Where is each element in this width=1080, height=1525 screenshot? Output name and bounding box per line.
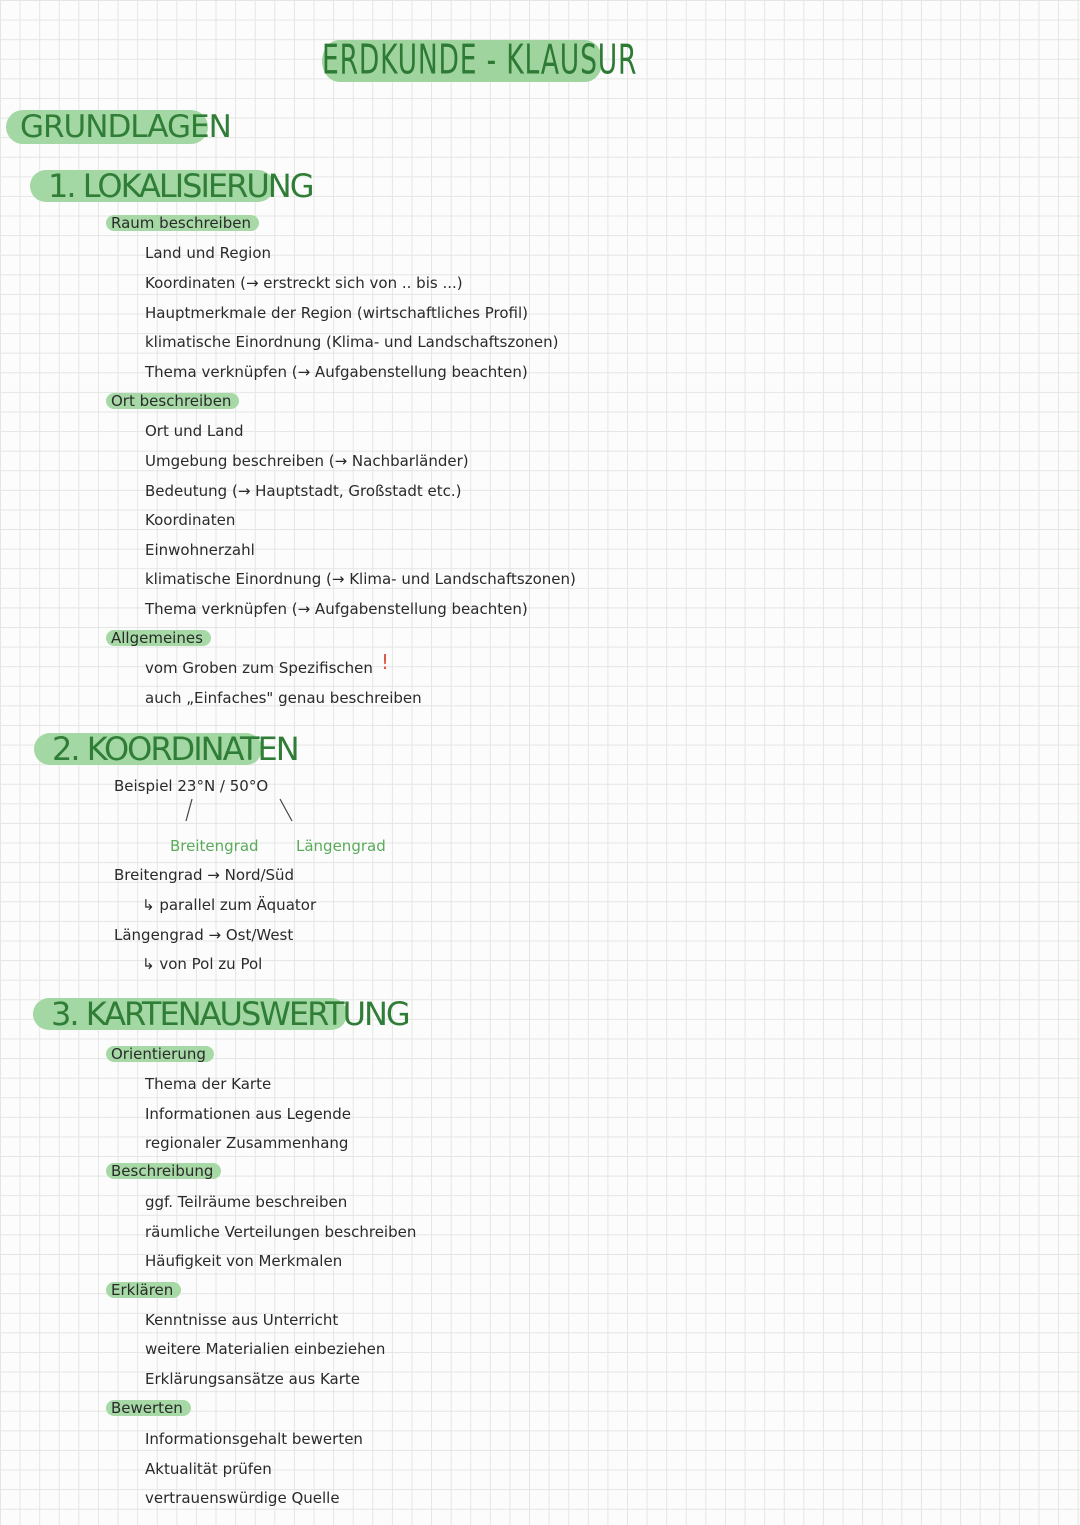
list-item: klimatische Einordnung (→ Klima- und Landschaftszonen) xyxy=(145,570,576,588)
list-item: vertrauenswürdige Quelle xyxy=(145,1489,340,1507)
section-kartenauswertung-heading: 3. KARTENAUSWERTUNG xyxy=(33,998,347,1030)
page-title: ERDKUNDE - KLAUSUR xyxy=(322,36,638,84)
connector-line-laengengrad xyxy=(280,799,292,821)
list-item: Bedeutung (→ Hauptstadt, Großstadt etc.) xyxy=(145,482,462,500)
subheading-erklaeren: Erklären xyxy=(106,1282,181,1298)
list-item: klimatische Einordnung (Klima- und Landschaftszonen) xyxy=(145,333,559,351)
list-item: Einwohnerzahl xyxy=(145,541,255,559)
subheading-raum-beschreiben: Raum beschreiben xyxy=(106,215,259,231)
section-koordinaten-heading: 2. KOORDINATEN xyxy=(34,733,262,765)
grundlagen-heading: GRUNDLAGEN xyxy=(6,110,208,144)
note-line: Breitengrad → Nord/Süd xyxy=(114,866,295,884)
section-lokalisierung-heading: 1. LOKALISIERUNG xyxy=(30,170,274,202)
note-line: Längengrad → Ost/West xyxy=(114,926,294,944)
note-line: ↳ parallel zum Äquator xyxy=(142,896,317,914)
subheading-orientierung: Orientierung xyxy=(106,1046,214,1062)
note-line: ↳ von Pol zu Pol xyxy=(142,955,263,973)
list-item: Thema verknüpfen (→ Aufgabenstellung beachten) xyxy=(145,363,528,381)
connector-line-breitengrad xyxy=(186,799,192,821)
list-item: Hauptmerkmale der Region (wirtschaftliches Profil) xyxy=(145,304,529,322)
list-item: räumliche Verteilungen beschreiben xyxy=(145,1223,417,1241)
list-item: Ort und Land xyxy=(145,422,244,440)
list-item: Thema verknüpfen (→ Aufgabenstellung beachten) xyxy=(145,600,528,618)
subheading-beschreibung: Beschreibung xyxy=(106,1163,221,1179)
list-item: weitere Materialien einbeziehen xyxy=(145,1340,386,1358)
coordinate-example: Beispiel 23°N / 50°O xyxy=(114,777,269,795)
list-item: Koordinaten xyxy=(145,511,236,529)
warning-icon: ! xyxy=(381,650,390,674)
label-laengengrad: Längengrad xyxy=(296,837,386,855)
list-item: Umgebung beschreiben (→ Nachbarländer) xyxy=(145,452,469,470)
list-item: Informationen aus Legende xyxy=(145,1105,351,1123)
subheading-allgemeines: Allgemeines xyxy=(106,630,211,646)
list-item: Kenntnisse aus Unterricht xyxy=(145,1311,339,1329)
list-item: Erklärungsansätze aus Karte xyxy=(145,1370,360,1388)
list-item: ggf. Teilräume beschreiben xyxy=(145,1193,348,1211)
list-item: Koordinaten (→ erstreckt sich von .. bis ...) xyxy=(145,274,463,292)
list-item: Häufigkeit von Merkmalen xyxy=(145,1252,343,1270)
subheading-ort-beschreiben: Ort beschreiben xyxy=(106,393,239,409)
list-item: auch „Einfaches" genau beschreiben xyxy=(145,689,422,707)
subheading-bewerten: Bewerten xyxy=(106,1400,191,1416)
list-item: Land und Region xyxy=(145,244,271,262)
list-item: Informationsgehalt bewerten xyxy=(145,1430,363,1448)
list-item: Aktualität prüfen xyxy=(145,1460,272,1478)
label-breitengrad: Breitengrad xyxy=(170,837,259,855)
list-item: Thema der Karte xyxy=(145,1075,272,1093)
list-item: vom Groben zum Spezifischen xyxy=(145,659,373,677)
list-item: regionaler Zusammenhang xyxy=(145,1134,349,1152)
